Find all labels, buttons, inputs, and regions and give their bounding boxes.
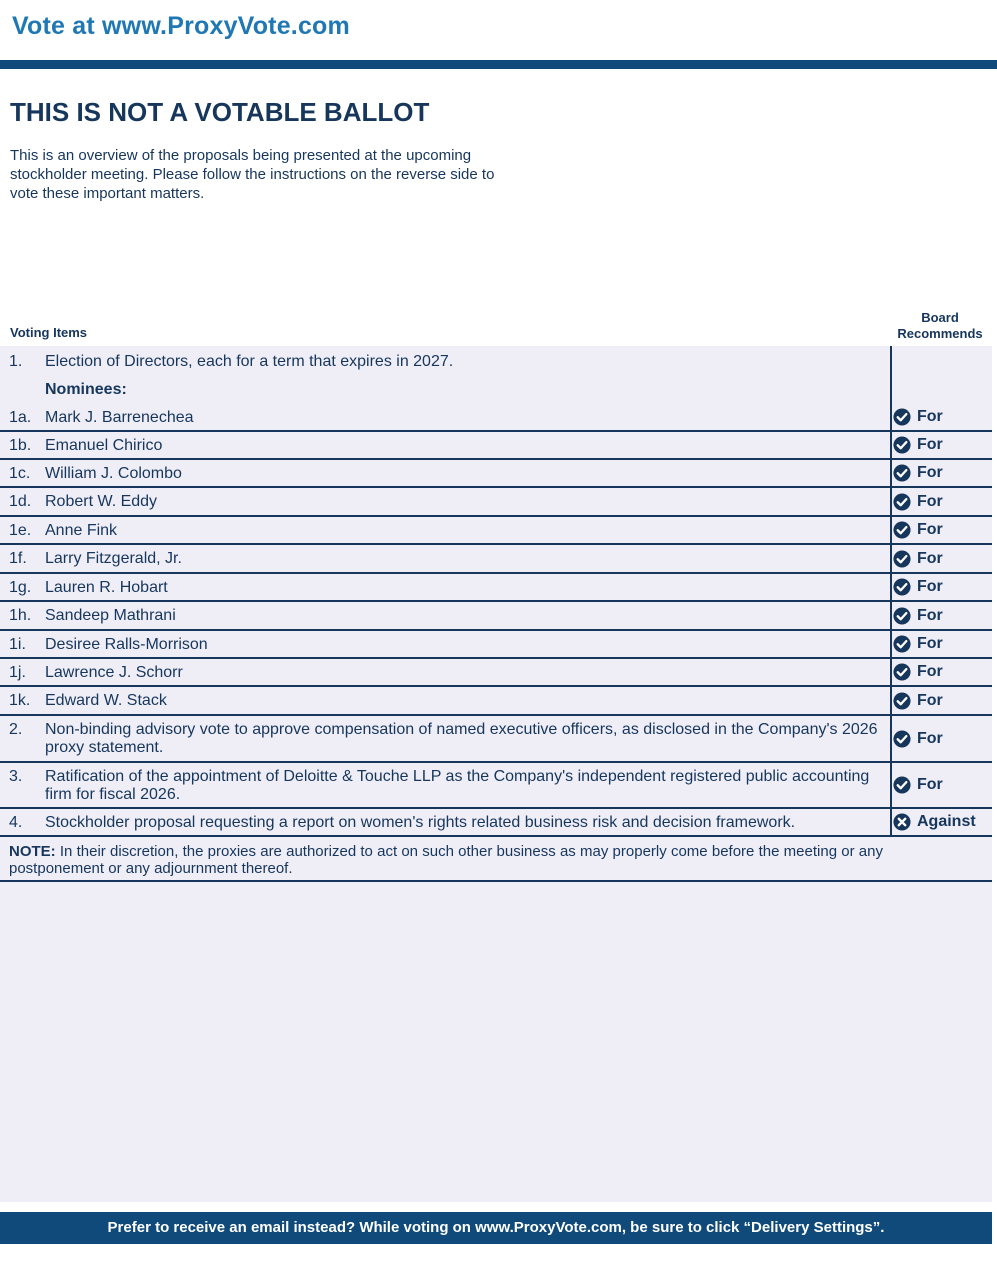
item-text: Election of Directors, each for a term that expires in 2027. (45, 353, 454, 370)
header-rule (0, 60, 997, 69)
voting-item-row (0, 348, 992, 376)
voting-item-row (0, 517, 992, 545)
board-recommendation (893, 776, 943, 794)
board-recommendation (893, 578, 943, 596)
board-recommendation (893, 493, 943, 511)
recommendation-label: For (917, 464, 943, 481)
voting-item-row (0, 488, 992, 517)
item-text: Anne Fink (45, 522, 118, 539)
proxyvote-link-title[interactable]: Vote at www.ProxyVote.com (12, 12, 350, 40)
check-circle-icon (893, 635, 911, 653)
note-text: In their discretion, the proxies are authorized to act on such other business as may properly come before the meeting or any postponement or any adjournment thereof. (9, 843, 883, 877)
item-number: 1d. (9, 493, 32, 510)
voting-item-row (0, 687, 992, 716)
check-circle-icon (893, 730, 911, 748)
recommendation-label: For (917, 408, 943, 425)
board-recommendation (893, 635, 943, 653)
voting-item-row (0, 659, 992, 687)
check-circle-icon (893, 436, 911, 454)
voting-item-row (0, 404, 992, 432)
item-number: 1i. (9, 636, 26, 653)
item-number: 1e. (9, 522, 32, 539)
recommendation-label: For (917, 776, 943, 793)
item-number: 3. (9, 768, 23, 785)
item-text: Ratification of the appointment of Deloitte & Touche LLP as the Company's independent registered public accounting firm for fiscal 2026. (45, 768, 870, 803)
voting-item-row (0, 602, 992, 631)
board-recommendation (893, 464, 943, 482)
board-recommendation (893, 521, 943, 539)
board-recommendation (893, 813, 976, 831)
check-circle-icon (893, 776, 911, 794)
x-circle-icon (893, 813, 911, 831)
recommendation-label: For (917, 730, 943, 747)
recommendation-label: For (917, 578, 943, 595)
check-circle-icon (893, 550, 911, 568)
item-number: 1h. (9, 607, 32, 624)
recommendation-label: For (917, 436, 943, 453)
item-number: 1. (9, 353, 23, 370)
note-rule (0, 880, 992, 882)
voting-item-row (0, 545, 992, 574)
voting-item-row (0, 716, 992, 763)
voting-item-row (0, 460, 992, 488)
item-text: Emanuel Chirico (45, 437, 163, 454)
item-text: Sandeep Mathrani (45, 607, 176, 624)
check-circle-icon (893, 578, 911, 596)
recommendation-label: For (917, 550, 943, 567)
footer-banner: Prefer to receive an email instead? While voting on www.ProxyVote.com, be sure to click “Delivery Settings”. (0, 1212, 992, 1244)
check-circle-icon (893, 663, 911, 681)
recommendation-label: For (917, 493, 943, 510)
voting-item-row (0, 631, 992, 659)
check-circle-icon (893, 493, 911, 511)
item-text: Robert W. Eddy (45, 493, 158, 510)
board-recommendation (893, 692, 943, 710)
voting-item-row (0, 809, 992, 837)
item-number: 2. (9, 721, 23, 738)
item-text: Non-binding advisory vote to approve compensation of named executive officers, as disclosed in the Company's 2026 proxy statement. (45, 721, 878, 756)
board-recommends-header: Board Recommends (897, 310, 983, 341)
board-recommendation (893, 607, 943, 625)
item-text: Larry Fitzgerald, Jr. (45, 550, 182, 567)
voting-item-row (0, 376, 992, 404)
check-circle-icon (893, 607, 911, 625)
item-number: 1c. (9, 465, 31, 482)
board-recommendation (893, 730, 943, 748)
item-text: Lauren R. Hobart (45, 579, 168, 596)
note (9, 843, 883, 877)
item-text: Lawrence J. Schorr (45, 664, 183, 681)
check-circle-icon (893, 692, 911, 710)
recommendation-label: For (917, 692, 943, 709)
header (0, 0, 997, 60)
item-number: 1b. (9, 437, 32, 454)
item-number: 1j. (9, 664, 26, 681)
item-number: 1k. (9, 692, 31, 709)
recommendation-label: For (917, 635, 943, 652)
nominees-label: Nominees: (45, 381, 127, 398)
voting-item-row (0, 574, 992, 602)
board-recommendation (893, 550, 943, 568)
recommendation-label: Against (917, 813, 976, 830)
check-circle-icon (893, 464, 911, 482)
recommendation-label: For (917, 521, 943, 538)
item-text: Stockholder proposal requesting a report on women's rights related business risk and decision framework. (45, 814, 796, 831)
voting-item-row (0, 432, 992, 460)
board-recommendation (893, 663, 943, 681)
check-circle-icon (893, 521, 911, 539)
item-number: 1a. (9, 409, 32, 426)
item-number: 4. (9, 814, 23, 831)
voting-item-row (0, 763, 992, 809)
voting-items-header: Voting Items (10, 325, 88, 340)
board-recommendation (893, 408, 943, 426)
item-number: 1f. (9, 550, 27, 567)
item-text: William J. Colombo (45, 465, 182, 482)
page-title: THIS IS NOT A VOTABLE BALLOT (10, 97, 430, 127)
item-text: Edward W. Stack (45, 692, 167, 709)
item-text: Mark J. Barrenechea (45, 409, 194, 426)
check-circle-icon (893, 408, 911, 426)
recommendation-label: For (917, 607, 943, 624)
intro-text: This is an overview of the proposals being presented at the upcoming stockholder meeting. Please follow the instructions on the reverse side to vote these important matters. (10, 147, 495, 202)
item-number: 1g. (9, 579, 32, 596)
note-label: NOTE: (9, 843, 56, 860)
board-recommendation (893, 436, 943, 454)
item-text: Desiree Ralls-Morrison (45, 636, 208, 653)
recommendation-label: For (917, 663, 943, 680)
